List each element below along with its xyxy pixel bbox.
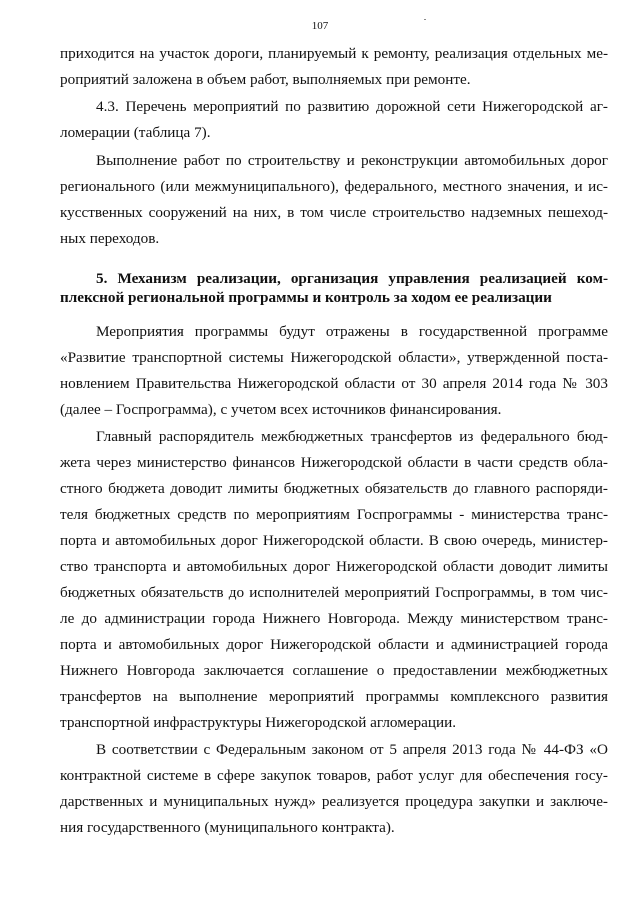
paragraph-line: бюджетных обязательств до исполнителей мероприятий Госпрограммы, в том чис-	[60, 584, 608, 601]
paragraph-line: ство транспорта и автомобильных дорог Нижегородской области доводит лимиты	[60, 558, 608, 575]
paragraph-line: контрактной системе в сфере закупок товаров, работ услуг для обеспечения госу-	[60, 767, 608, 784]
paragraph-line: ле до администрации города Нижнего Новгорода. Между министерством транс-	[60, 610, 608, 627]
paragraph-line: «Развитие транспортной системы Нижегородской области», утвержденной поста-	[60, 349, 608, 366]
paragraph-line: ных переходов.	[60, 230, 160, 247]
paragraph-line: Нижнего Новгорода заключается соглашение о предоставлении межбюджетных	[60, 662, 608, 679]
paragraph-line: кусственных сооружений на них, в том числе строительство надземных пешеход-	[60, 204, 608, 221]
paragraph-line: 4.3. Перечень мероприятий по развитию дорожной сети Нижегородской аг-	[96, 98, 608, 115]
paragraph-line: новлением Правительства Нижегородской области от 30 апреля 2014 года № 303	[60, 375, 608, 392]
paragraph-line: трансфертов на выполнение мероприятий программы комплексного развития	[60, 688, 608, 705]
paragraph-line: теля бюджетных средств по мероприятиям Госпрограммы - министерства транс-	[60, 506, 608, 523]
paragraph-line: приходится на участок дороги, планируемый к ремонту, реализация отдельных ме-	[60, 45, 608, 62]
page-number: 107	[311, 20, 329, 32]
paragraph-line: роприятий заложена в объем работ, выполняемых при ремонте.	[60, 71, 471, 88]
paragraph-line: Выполнение работ по строительству и реконструкции автомобильных дорог	[96, 152, 608, 169]
paragraph-line: жета через министерство финансов Нижегородской области в части средств обла-	[60, 454, 608, 471]
paragraph-line: В соответствии с Федеральным законом от 5 апреля 2013 года № 44-ФЗ «О	[96, 741, 608, 758]
section-heading: 5. Механизм реализации, организация управления реализацией ком-	[96, 270, 608, 287]
paragraph-line: стного бюджета доводит лимиты бюджетных обязательств до главного распоряди-	[60, 480, 608, 497]
paragraph-line: Мероприятия программы будут отражены в государственной программе	[96, 323, 608, 340]
section-heading: плексной региональной программы и контроль за ходом ее реализации	[60, 289, 552, 306]
paragraph-line: ния государственного (муниципального контракта).	[60, 819, 395, 836]
paragraph-line: дарственных и муниципальных нужд» реализуется процедура закупки и заключе-	[60, 793, 608, 810]
paragraph-line: (далее – Госпрограмма), с учетом всех источников финансирования.	[60, 401, 502, 418]
paragraph-line: транспортной инфраструктуры Нижегородской агломерации.	[60, 714, 457, 731]
paragraph-line: Главный распорядитель межбюджетных трансфертов из федерального бюд-	[96, 428, 608, 445]
paragraph-line: регионального (или межмуниципального), федерального, местного значения, и ис-	[60, 178, 608, 195]
paragraph-line: порта и автомобильных дорог Нижегородской области и администрацией города	[60, 636, 608, 653]
paragraph-line: порта и автомобильных дорог Нижегородской области. В свою очередь, министер-	[60, 532, 608, 549]
paragraph-line: ломерации (таблица 7).	[60, 124, 211, 141]
